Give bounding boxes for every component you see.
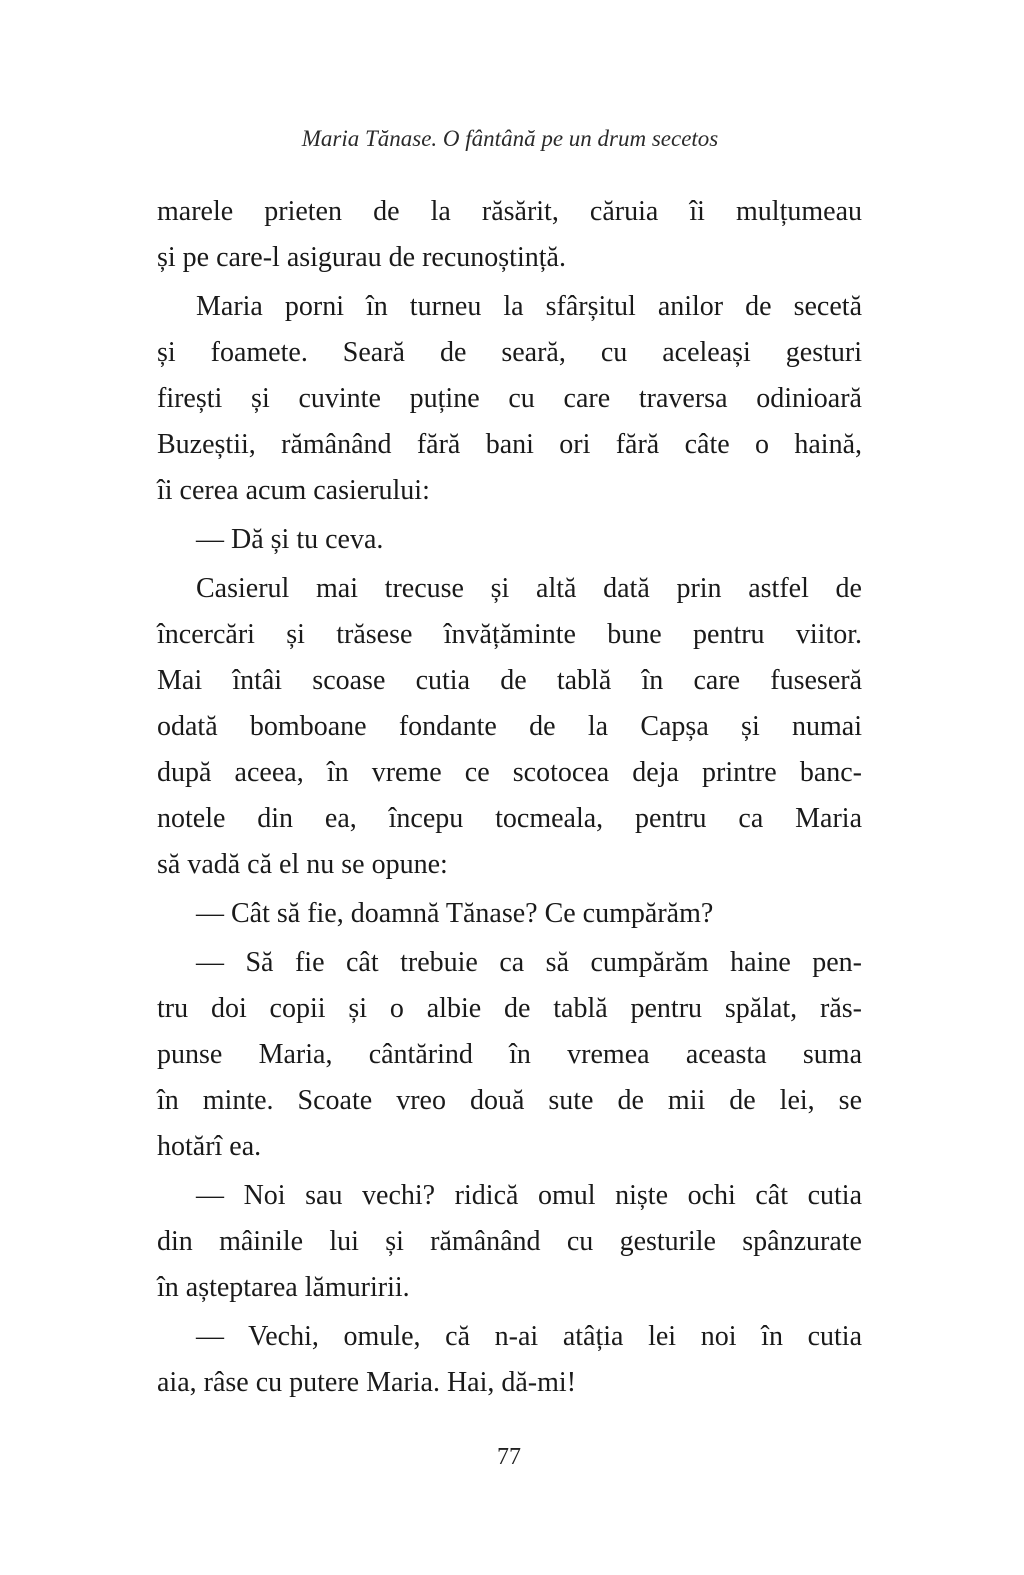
text-line: hotărî ea. [157,1131,262,1162]
text-line: — Să fie cât trebuie ca să cumpărăm haine pen- [196,947,862,978]
text-line: — Vechi, omule, că n-ai atâția lei noi în cutia [196,1321,862,1352]
text-line: Buzeștii, rămânând fără bani ori fără câte o haină, [157,429,862,460]
text-line: — Dă și tu ceva. [196,524,384,555]
text-line: marele prieten de la răsărit, căruia îi mulțumeau [157,196,862,227]
text-line: notele din ea, începu tocmeala, pentru ca Maria [157,803,862,834]
text-line: îi cerea acum casierului: [157,475,430,506]
text-line: în minte. Scoate vreo două sute de mii de lei, se [157,1085,862,1116]
body-text [157,189,862,1406]
text-line: să vadă că el nu se opune: [157,849,448,880]
paragraph [157,189,862,281]
text-line: din mâinile lui și rămânând cu gesturile spânzurate [157,1226,862,1257]
text-line: după aceea, în vreme ce scotocea deja printre banc- [157,757,862,788]
text-line: în așteptarea lămuririi. [157,1272,410,1303]
paragraph [157,940,862,1170]
text-line: odată bomboane fondante de la Capșa și numai [157,711,862,742]
page-number: 77 [497,1444,521,1470]
running-header: Maria Tănase. O fântână pe un drum secetos [301,126,719,151]
text-line: Casierul mai trecuse și altă dată prin astfel de [196,573,862,604]
text-line: și foamete. Seară de seară, cu aceleași gesturi [157,337,862,368]
paragraph [157,891,862,937]
text-line: — Noi sau vechi? ridică omul niște ochi cât cutia [196,1180,862,1211]
paragraph [157,1173,862,1311]
text-line: firești și cuvinte puține cu care traversa odinioară [157,383,862,414]
text-line: punse Maria, cântărind în vremea aceasta suma [157,1039,862,1070]
text-line: Mai întâi scoase cutia de tablă în care fuseseră [157,665,862,696]
paragraph [157,1314,862,1406]
text-line: — Cât să fie, doamnă Tănase? Ce cumpărăm? [196,898,714,929]
text-line: și pe care-l asigurau de recunoștință. [157,242,566,273]
paragraph [157,517,862,563]
text-line: aia, râse cu putere Maria. Hai, dă-mi! [157,1367,577,1398]
text-line: încercări și trăsese învățăminte bune pentru viitor. [157,619,862,650]
text-line: tru doi copii și o albie de tablă pentru spălat, răs- [157,993,862,1024]
paragraph [157,284,862,514]
text-line: Maria porni în turneu la sfârșitul anilor de secetă [196,291,862,322]
paragraph [157,566,862,888]
